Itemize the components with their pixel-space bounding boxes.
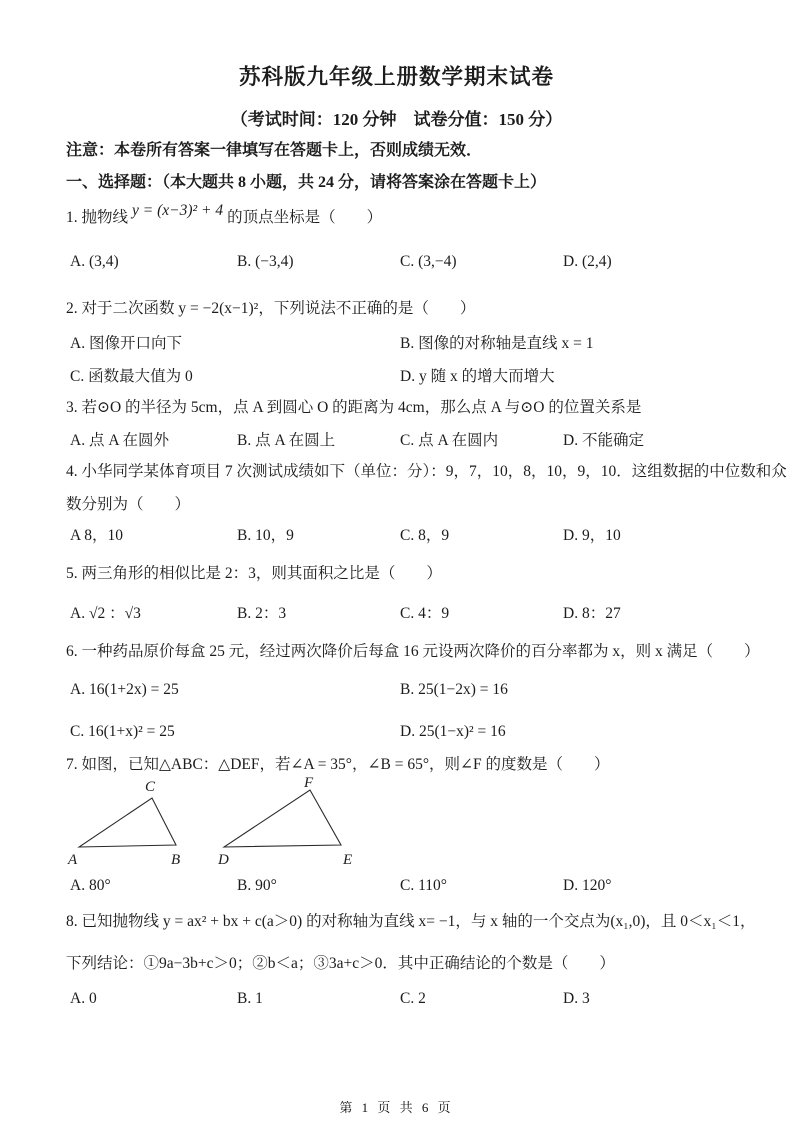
q2-option-a: A. 图像开口向下	[70, 335, 182, 352]
q6-option-a: A. 16(1+2x) = 25	[70, 681, 179, 698]
notice-text: 注意：本卷所有答案一律填写在答题卡上，否则成绩无效．	[66, 142, 483, 159]
question-8-stem-line2: 下列结论：①9a−3b+c＞0；②b＜a；③3a+c＞0．其中正确结论的个数是（ ）	[66, 955, 615, 972]
question-6-options-cd	[66, 720, 739, 743]
q2-option-c: C. 函数最大值为 0	[70, 368, 193, 385]
q3-option-d: D. 不能确定	[563, 432, 644, 449]
q1-option-a: A. (3,4)	[70, 253, 119, 270]
q7-option-a: A. 80°	[70, 877, 111, 894]
q8-option-d: D. 3	[563, 990, 590, 1007]
q1-option-c: C. (3,−4)	[400, 253, 457, 270]
q1-option-d: D. (2,4)	[563, 253, 612, 270]
q8-option-a: A. 0	[70, 990, 97, 1007]
q1-option-b: B. (−3,4)	[237, 253, 294, 270]
vertex-label-f: F	[304, 776, 314, 791]
q1-stem-post: 的顶点坐标是（ ）	[227, 209, 383, 226]
page-number: 第 1 页 共 6 页	[339, 1100, 454, 1115]
question-3-stem: 3. 若⊙O 的半径为 5cm，点 A 到圆心 O 的距离为 4cm，那么点 A 与⊙O 的位置关系是	[66, 399, 642, 416]
q4-option-b: B. 10，9	[237, 527, 294, 544]
vertex-label-e: E	[343, 852, 353, 868]
q4-option-a: A 8，10	[70, 527, 123, 544]
question-4-options	[66, 524, 739, 547]
vertex-label-a: A	[68, 852, 78, 868]
q5-option-c: C. 4：9	[400, 605, 450, 622]
question-6-stem: 6. 一种药品原价每盒 25 元，经过两次降价后每盒 16 元设两次降价的百分率都为 x，则 x 满足（ ）	[66, 643, 760, 660]
q5-option-a: A. √2 ：√3	[70, 605, 141, 622]
question-5-options	[66, 602, 739, 625]
question-6-options-ab	[66, 678, 739, 701]
exam-info: （考试时间：120 分钟 试卷分值：150 分）	[230, 110, 563, 129]
question-7-options	[66, 874, 739, 897]
question-1-stem	[66, 202, 739, 229]
question-4-stem-line2: 数分别为（ ）	[66, 496, 191, 513]
triangle-def	[224, 790, 341, 847]
triangle-figure	[62, 776, 362, 868]
question-4-stem-line1: 4. 小华同学某体育项目 7 次测试成绩如下（单位：分）：9，7，10，8，10，9，10．这组数据的中位数和众	[66, 463, 787, 480]
q8-option-c: C. 2	[400, 990, 426, 1007]
q1-stem-pre: 1. 抛物线	[66, 209, 129, 226]
question-3-options	[66, 429, 739, 452]
q1-formula: y = (x−3)² + 4	[132, 202, 224, 219]
page-title: 苏科版九年级上册数学期末试卷	[238, 65, 554, 89]
question-1-options	[66, 250, 739, 273]
question-2-options-cd	[66, 365, 739, 388]
q4-option-c: C. 8，9	[400, 527, 450, 544]
q6-option-d: D. 25(1−x)² = 16	[400, 723, 506, 740]
q5-option-d: D. 8：27	[563, 605, 621, 622]
question-8-stem-line1: 8. 已知抛物线 y = ax² + bx + c(a＞0) 的对称轴为直线 x= −1，与 x 轴的一个交点为(x₁,0)，且 0＜x₁＜1，	[66, 913, 756, 930]
question-7-stem: 7. 如图，已知△ABC：△DEF，若∠A = 35°，∠B = 65°，则∠F 的度数是（ ）	[66, 756, 610, 773]
section-1-header: 一、选择题：（本大题共 8 小题，共 24 分，请将答案涂在答题卡上）	[66, 174, 547, 191]
q7-option-d: D. 120°	[563, 877, 612, 894]
q2-option-b: B. 图像的对称轴是直线 x = 1	[400, 335, 594, 352]
q4-option-d: D. 9，10	[563, 527, 621, 544]
q3-option-a: A. 点 A 在圆外	[70, 432, 170, 449]
q5-option-b: B. 2：3	[237, 605, 287, 622]
q7-option-b: B. 90°	[237, 877, 277, 894]
q7-option-c: C. 110°	[400, 877, 447, 894]
q3-option-b: B. 点 A 在圆上	[237, 432, 336, 449]
question-2-options-ab	[66, 332, 739, 355]
q2-option-d: D. y 随 x 的增大而增大	[400, 368, 555, 385]
vertex-label-d: D	[218, 852, 229, 868]
question-5-stem: 5. 两三角形的相似比是 2：3，则其面积之比是（ ）	[66, 565, 442, 582]
q8-option-b: B. 1	[237, 990, 263, 1007]
q6-option-c: C. 16(1+x)² = 25	[70, 723, 175, 740]
question-8-options	[66, 987, 739, 1010]
q6-option-b: B. 25(1−2x) = 16	[400, 681, 508, 698]
question-2-stem: 2. 对于二次函数 y = −2(x−1)²，下列说法不正确的是（ ）	[66, 300, 476, 317]
vertex-label-b: B	[171, 852, 181, 868]
triangle-abc	[79, 798, 176, 847]
vertex-label-c: C	[145, 779, 156, 795]
q3-option-c: C. 点 A 在圆内	[400, 432, 499, 449]
